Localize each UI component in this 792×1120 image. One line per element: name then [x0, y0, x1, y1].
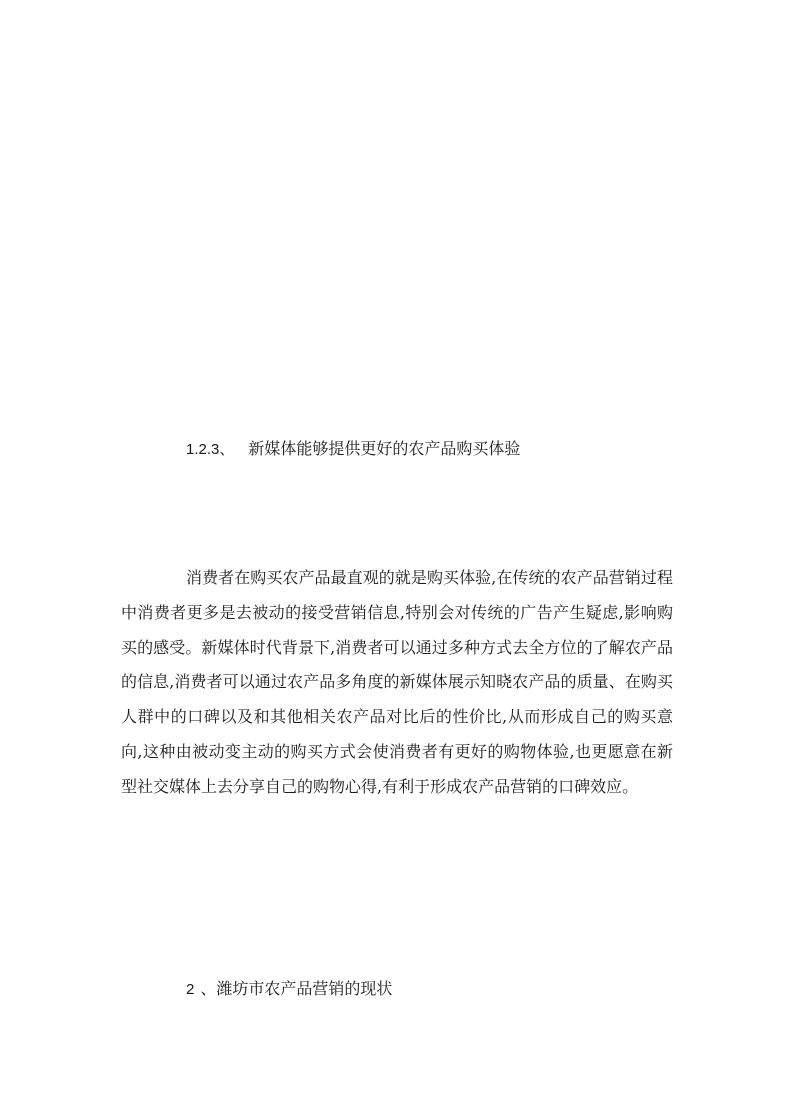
section-title: 新媒体能够提供更好的农产品购买体验: [248, 439, 521, 458]
body-paragraph: 消费者在购买农产品最直观的就是购买体验,在传统的农产品营销过程中消费者更多是去被动的接受营销信息,特别会对传统的广告产生疑虑,影响购买的感受。新媒体时代背景下,消费者可以通过多种方式去全方位的了解农产品的信息,消费者可以通过农产品多角度的新媒体展示知晓农产品的质量、在购买人群中的口碑以及和其他相关农产品对比后的性价比,从而形成自己的购买意向,这种由被动变主动的购买方式会使消费者有更好的购物体验,也更愿意在新型社交媒体上去分享自己的购物心得,有利于形成农产品营销的口碑效应。: [121, 568, 673, 796]
section-number: 2: [186, 981, 195, 998]
section-title: 、潍坊市农产品营销的现状: [200, 979, 393, 998]
section-heading-1-2-3: [186, 439, 520, 460]
section-heading-2: [186, 979, 392, 1000]
section-number: 1.2.3、: [186, 441, 235, 458]
